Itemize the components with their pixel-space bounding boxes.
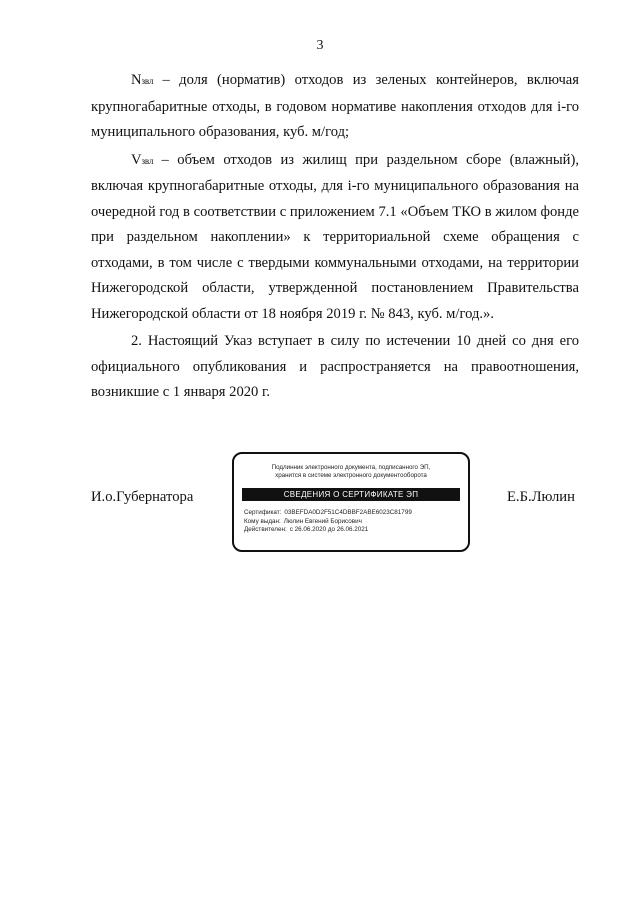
symbol-n-subscript: звл — [141, 76, 154, 86]
issued-label: Кому выдан: — [244, 517, 281, 525]
paragraph-effective-date: 2. Настоящий Указ вступает в силу по истечении 10 дней со дня его официального опубликования и распространяется на правоотношения, возникшие с 1 января 2020 г. — [91, 333, 579, 400]
stamp-note-line-1: Подлинник электронного документа, подписанного ЭП, — [271, 464, 431, 471]
certificate-value: 03BEFDA0D2F51C4DBBF2ABE6023C81799 — [284, 509, 412, 516]
valid-label: Действителен: — [244, 526, 287, 533]
page-number: 3 — [316, 38, 324, 53]
paragraph-n-text: – доля (норматив) отходов из зеленых контейнеров, включая крупногабаритные отходы, в годовом нормативе накопления отходов для i-го муниципального образования, куб. м/год; — [91, 72, 579, 140]
paragraph-v-text: – объем отходов из жилищ при раздельном сборе (влажный), включая крупногабаритные отходы, для i-го муниципального образования на очередной год в соответствии с приложением 7.1 «Объем ТКО в жилом фонде при раздельном накоплении» к территориальной схеме обращения с отходами, в том числе с твердыми коммунальными отходами, на территории Нижегородской области, утвержденной постановлением Правительства Нижегородской области от 18 ноября 2019 г. № 843, куб. м/год.». — [91, 151, 579, 322]
symbol-v: V — [131, 151, 142, 168]
stamp-note — [234, 464, 468, 480]
electronic-signature-stamp — [232, 452, 470, 552]
stamp-issued-row — [244, 518, 468, 527]
document-body — [91, 68, 579, 408]
stamp-details — [244, 509, 468, 535]
stamp-banner: СВЕДЕНИЯ О СЕРТИФИКАТЕ ЭП — [242, 488, 460, 501]
signature-block — [0, 452, 640, 562]
signer-title: И.о.Губернатора — [91, 489, 194, 505]
signer-name: Е.Б.Люлин — [507, 489, 575, 505]
certificate-label: Сертификат: — [244, 509, 282, 516]
valid-value: с 26.06.2020 до 26.06.2021 — [289, 526, 369, 533]
issued-value: Люлин Евгений Борисович — [283, 517, 362, 525]
stamp-note-line-2: хранится в системе электронного документооборота — [275, 472, 427, 479]
stamp-valid-row — [244, 526, 468, 535]
paragraph-n-definition — [91, 68, 579, 146]
symbol-v-subscript: звл — [141, 155, 154, 166]
stamp-certificate-row — [244, 509, 468, 518]
symbol-n: N — [131, 72, 142, 88]
paragraph-v-definition — [91, 148, 579, 328]
